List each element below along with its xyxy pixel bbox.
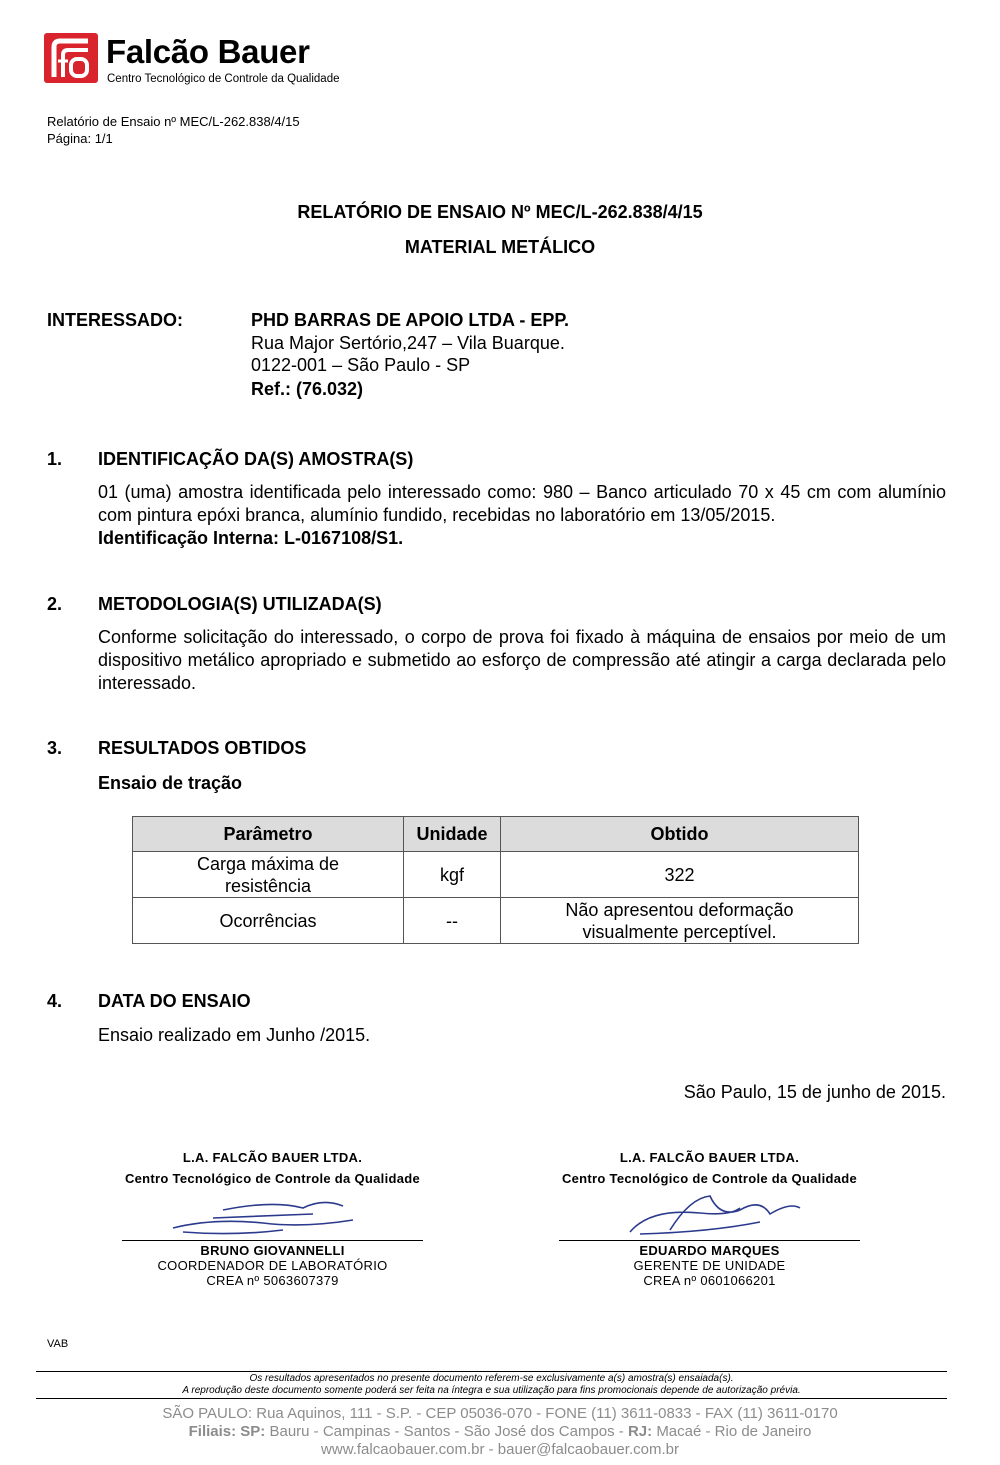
footer-branches (0, 1423, 1000, 1441)
internal-identification: Identificação Interna: L-0167108/S1. (98, 528, 404, 548)
section-heading: DATA DO ENSAIO (98, 991, 251, 1011)
results-table (132, 816, 859, 944)
client-name: PHD BARRAS DE APOIO LTDA - EPP. (251, 310, 570, 330)
report-title: RELATÓRIO DE ENSAIO Nº MEC/L-262.838/4/15 (297, 202, 703, 222)
footer-divider (36, 1371, 947, 1372)
handwritten-signature (590, 1188, 830, 1240)
column-header: Parâmetro (133, 817, 404, 852)
footer-disclaimer: A reprodução deste documento somente poderá ser feita na íntegra e sua utilização para fins promocionais depende de autorização prévia. (182, 1385, 801, 1396)
section-heading: RESULTADOS OBTIDOS (98, 738, 307, 758)
section-text: Conforme solicitação do interessado, o corpo de prova foi fixado à máquina de ensaios por meio de um dispositivo metálico apropriado e submetido ao esforço de compressão até atingir a carga declarada pelo interessado. (98, 627, 946, 693)
table-cell: 322 (501, 852, 859, 898)
section-heading: METODOLOGIA(S) UTILIZADA(S) (98, 594, 382, 614)
section-subheading: Ensaio de tração (98, 773, 243, 793)
section-text: Ensaio realizado em Junho /2015. (98, 1025, 371, 1045)
section-number: 4. (47, 991, 63, 1011)
footer-divider (36, 1398, 947, 1399)
signature-block (60, 1150, 485, 1288)
signatory-crea: CREA nº 5063607379 (206, 1273, 339, 1288)
signature-line (559, 1240, 860, 1241)
client-label: INTERESSADO: (47, 310, 184, 330)
table-cell: Ocorrências (133, 898, 404, 944)
footer-disclaimer: Os resultados apresentados no presente documento referem-se exclusivamente a(s) amostra(s) ensaiada(s). (249, 1373, 734, 1384)
brand-name: Falcão Bauer (106, 33, 310, 70)
signature-line (122, 1240, 423, 1241)
report-subtitle: MATERIAL METÁLICO (404, 237, 596, 257)
signatory-name: EDUARDO MARQUES (639, 1243, 780, 1258)
place-date: São Paulo, 15 de junho de 2015. (683, 1082, 946, 1102)
signature-block (497, 1150, 922, 1288)
branches-sp: Bauru - Campinas - Santos - São José dos Campos - (269, 1423, 624, 1440)
signatory-role: COORDENADOR DE LABORATÓRIO (157, 1258, 388, 1273)
table-cell: -- (404, 898, 501, 944)
signature-company: L.A. FALCÃO BAUER LTDA. (619, 1150, 800, 1165)
client-ref: Ref.: (76.032) (251, 379, 364, 399)
branches-label: Filiais: SP: (188, 1423, 266, 1440)
branches-rj: Macaé - Rio de Janeiro (656, 1423, 812, 1440)
section-number: 1. (47, 449, 63, 469)
brand-tagline: Centro Tecnológico de Controle da Qualidade (107, 73, 340, 85)
client-address: Rua Major Sertório,247 – Vila Buarque. (251, 333, 565, 353)
table-cell: Carga máxima de resistência (133, 852, 404, 898)
signatory-name: BRUNO GIOVANNELLI (200, 1243, 345, 1258)
client-city: 0122-001 – São Paulo - SP (251, 355, 471, 375)
section-heading: IDENTIFICAÇÃO DA(S) AMOSTRA(S) (98, 449, 414, 469)
signatory-crea: CREA nº 0601066201 (643, 1273, 776, 1288)
handwritten-signature (153, 1188, 393, 1240)
footer-address: SÃO PAULO: Rua Aquinos, 111 - S.P. - CEP 05036-070 - FONE (11) 3611-0833 - FAX (11) 3611-0170 (162, 1405, 838, 1422)
table-header-row (133, 817, 859, 852)
company-logo-icon (44, 33, 98, 83)
section-number: 3. (47, 738, 63, 758)
signatory-role: GERENTE DE UNIDADE (633, 1258, 786, 1273)
column-header: Unidade (404, 817, 501, 852)
table-row (133, 898, 859, 944)
signature-company: L.A. FALCÃO BAUER LTDA. (182, 1150, 363, 1165)
section-text: 01 (uma) amostra identificada pelo interessado como: 980 – Banco articulado 70 x 45 cm com alumínio com pintura epóxi branca, alumínio fundido, recebidas no laboratório em 13/05/2015. (98, 482, 946, 525)
table-cell: kgf (404, 852, 501, 898)
section-number: 2. (47, 594, 63, 614)
signature-center: Centro Tecnológico de Controle da Qualidade (561, 1171, 858, 1186)
initials: VAB (47, 1338, 69, 1350)
table-cell: Não apresentou deformação visualmente perceptível. (501, 898, 859, 944)
column-header: Obtido (501, 817, 859, 852)
footer-web: www.falcaobauer.com.br - bauer@falcaobauer.com.br (321, 1441, 679, 1458)
signature-center: Centro Tecnológico de Controle da Qualidade (124, 1171, 421, 1186)
report-reference: Relatório de Ensaio nº MEC/L-262.838/4/15 (47, 114, 300, 129)
page-number: Página: 1/1 (47, 131, 113, 146)
table-row (133, 852, 859, 898)
branches-rj-label: RJ: (627, 1423, 653, 1440)
